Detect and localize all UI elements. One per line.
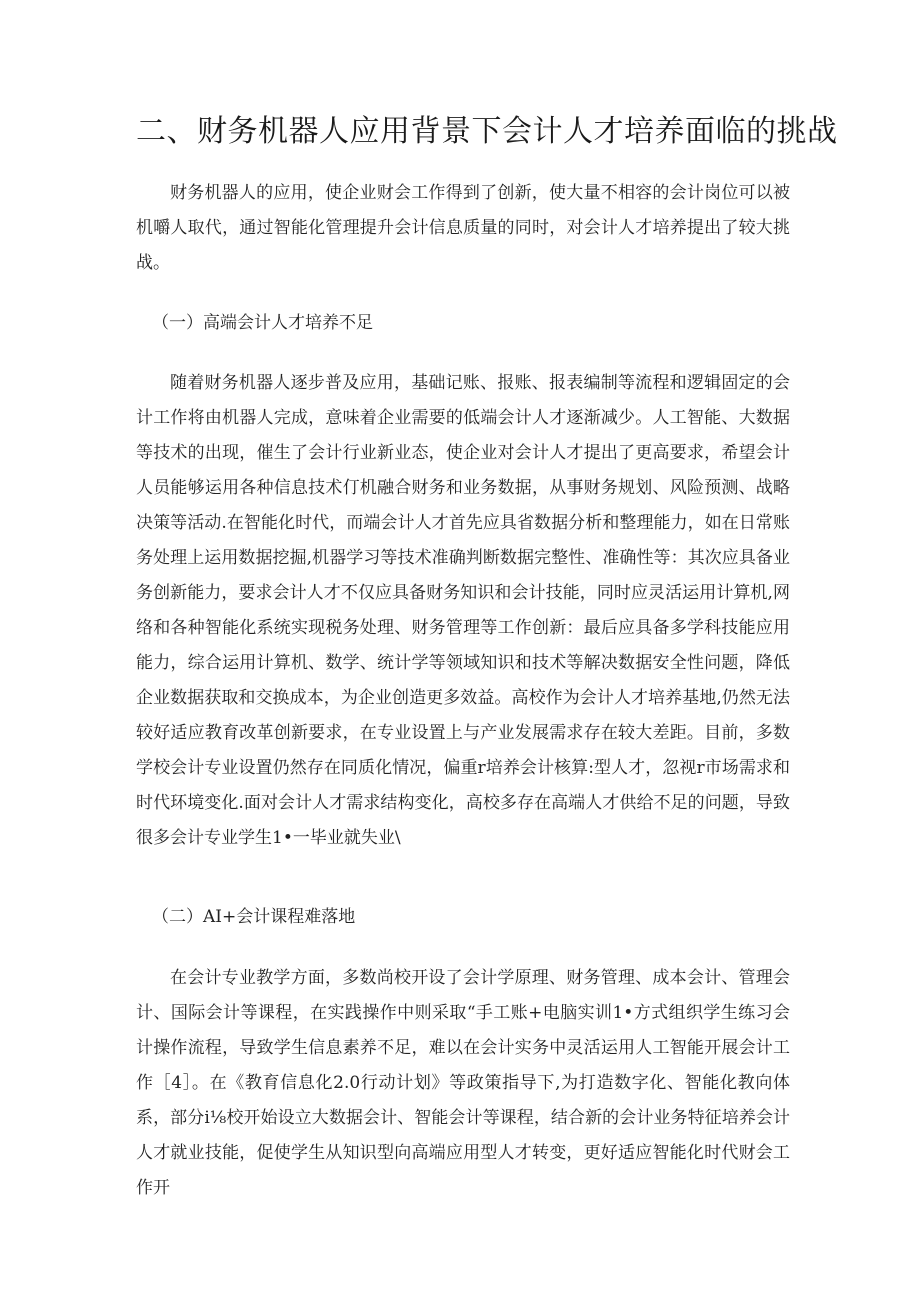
high-end-talent-paragraph: 随着财务机器人逐步普及应用，基础记账、报账、报表编制等流程和逻辑固定的会计工作将由机器人完成，意味着企业需要的低端会计人才逐渐减少。人工智能、大数据等技术的出现，催生了会计行业新业态，使企业对会计人才提出了更高要求，希望会计人员能够运用各种信息技术仃机融合财务和业务数据，从事财务规划、风险预测、战略决策等活动.在智能化时代，而端会计人才首先应具省数据分析和整理能力，如在日常账务处理上运用数据挖掘,机器学习等技术准确判断数据完整性、准确性等：其次应具备业务创新能力，要求会计人才不仅应具备财务知识和会计技能，同时应灵活运用计算机,网络和各种智能化系统实现税务处理、财务管理等工作创新：最后应具备多学科技能应用能力，综合运用计算机、数学、统计学等领域知识和技术等解决数据安全性问题，降低企业数据获取和交换成本，为企业创造更多效益。高校作为会计人才培养基地,仍然无法较好适应教育改革创新要求，在专业设置上与产业发展需求存在较大差距。目前，多数学校会计专业设置仍然存在同质化情况，偏重r培养会计核算:型人才，忽视r市场需求和时代环境变化.面对会计人才需求结构变化，高校多存在高端人才供给不足的问题，导致很多会计专业学生1•一毕业就失业\ (136, 373, 790, 848)
subheading-high-end-talent: （一）高端会计人才培养不足 (152, 313, 373, 333)
intro-paragraph: 财务机器人的应用，使企业财会工作得到了创新，使大量不相容的会计岗位可以被机嚼人取代，通过智能化管理提升会计信息质量的同时，对会计人才培养提出了较大挑战。 (136, 183, 790, 273)
section-title: 二、财务机器人应用背景下会计人才培养面临的挑战 (136, 114, 838, 149)
subheading-ai-course: （二）AI+会计课程难落地 (152, 907, 356, 927)
ai-course-paragraph: 在会计专业教学方面，多数尚校开设了会计学原理、财务管理、成本会计、管理会计、国际会计等课程，在实践操作中则采取“手工账+电脑实训1•方式组织学生练习会计操作流程，导致学生信息素养不足，难以在会计实务中灵活运用人工智能开展会计工作［4］。在《教育信息化2.0行动计划》等政策指导下,为打造数字化、智能化教向体系，部分i⅛校开始设立大数据会计、智能会计等课程，结合新的会计业务特征培养会计人才就业技能，促使学生从知识型向高端应用型人才转变，更好适应智能化时代财会工作开 (136, 968, 790, 1198)
